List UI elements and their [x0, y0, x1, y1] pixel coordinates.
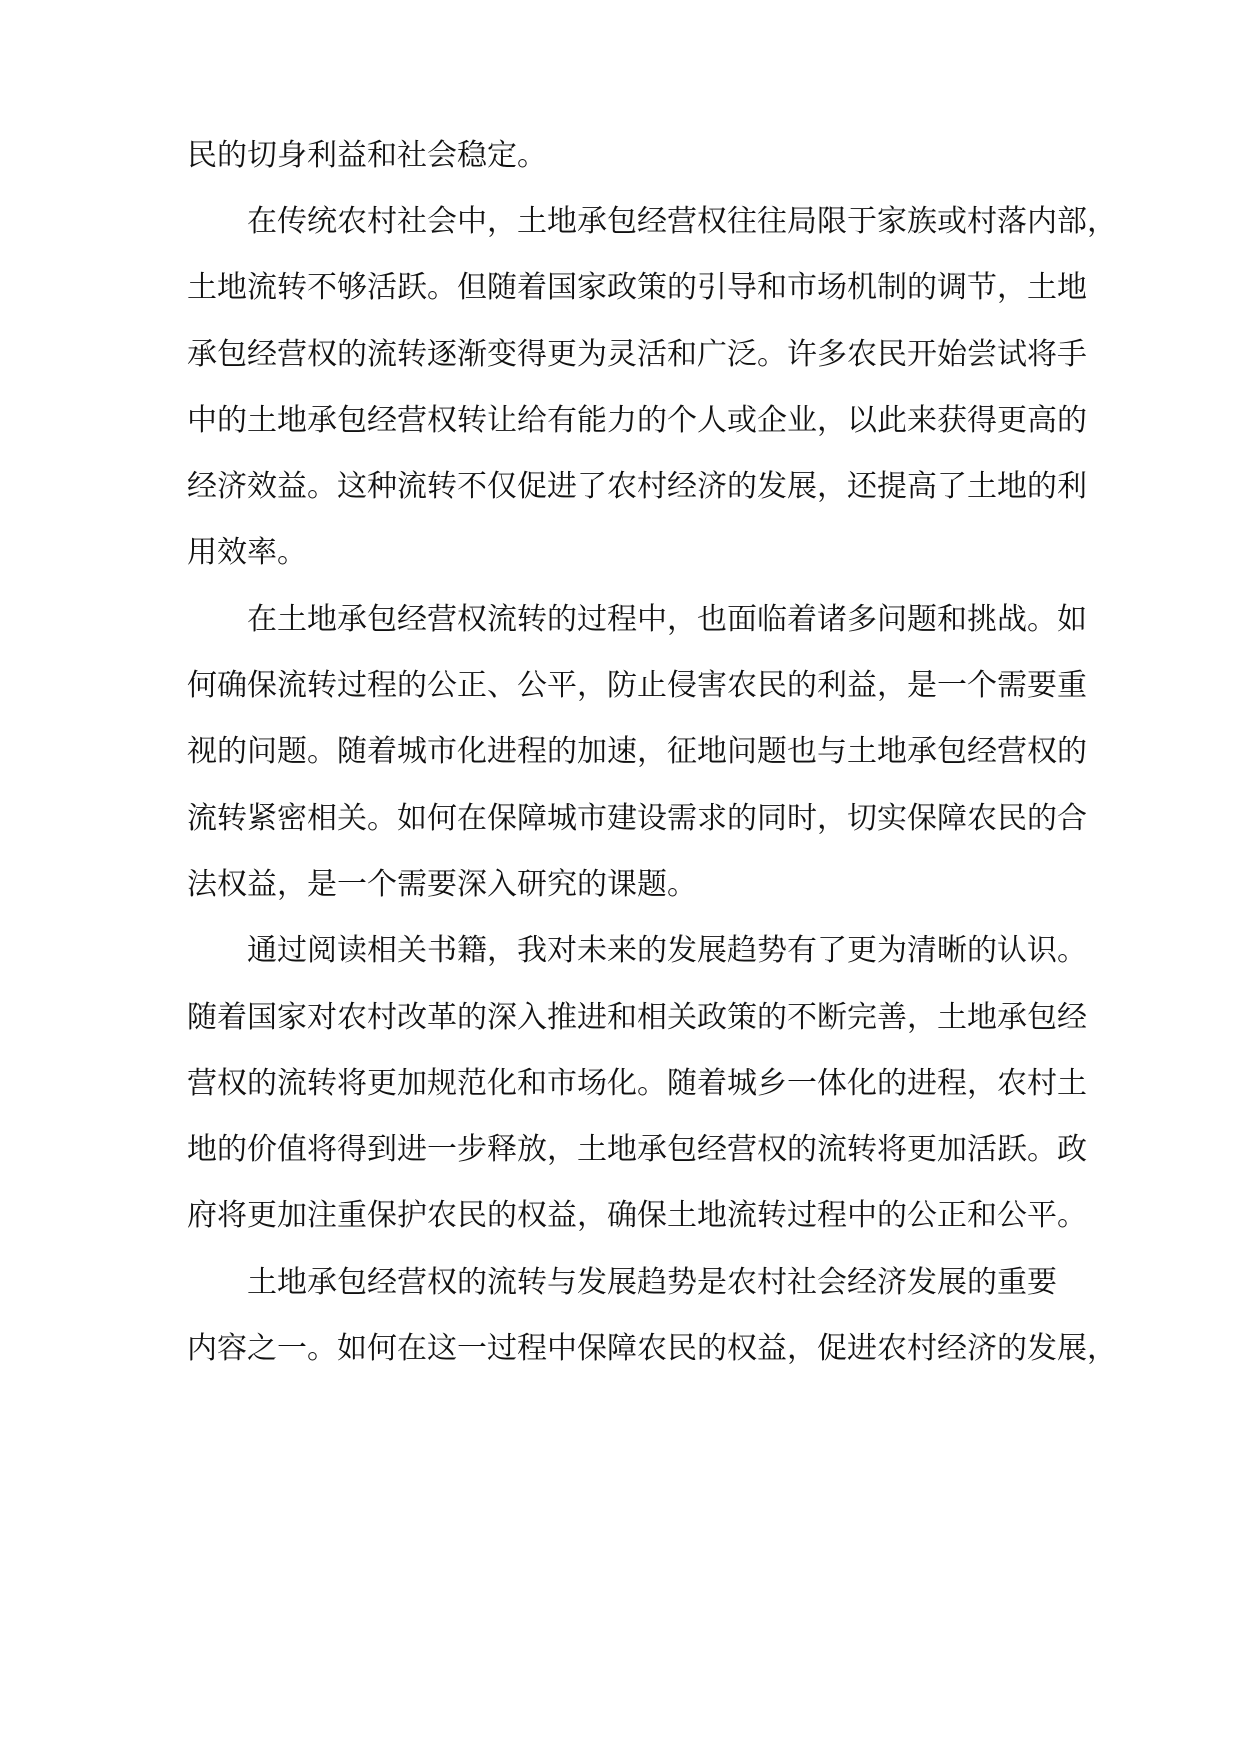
- text-line: 视的问题。随着城市化进程的加速，征地问题也与土地承包经营权的: [187, 734, 1087, 769]
- text-line: 营权的流转将更加规范化和市场化。随着城乡一体化的进程，农村土: [187, 1066, 1087, 1101]
- text-line: 法权益，是一个需要深入研究的课题。: [187, 867, 697, 902]
- text-line: 地的价值将得到进一步释放，土地承包经营权的流转将更加活跃。政: [187, 1132, 1087, 1167]
- text-line: 通过阅读相关书籍，我对未来的发展趋势有了更为清晰的认识。: [247, 933, 1087, 968]
- text-line: 土地流转不够活跃。但随着国家政策的引导和市场机制的调节，土地: [187, 270, 1087, 305]
- text-line: 流转紧密相关。如何在保障城市建设需求的同时，切实保障农民的合: [187, 801, 1087, 836]
- text-line: 经济效益。这种流转不仅促进了农村经济的发展，还提高了土地的利: [187, 469, 1087, 504]
- text-line: 在土地承包经营权流转的过程中，也面临着诸多问题和挑战。如: [247, 602, 1087, 637]
- text-line: 承包经营权的流转逐渐变得更为灵活和广泛。许多农民开始尝试将手: [187, 337, 1087, 372]
- text-line: 内容之一。如何在这一过程中保障农民的权益，促进农村经济的发展，: [187, 1331, 1117, 1366]
- text-line: 中的土地承包经营权转让给有能力的个人或企业，以此来获得更高的: [187, 403, 1087, 438]
- text-line: 民的切身利益和社会稳定。: [187, 138, 547, 173]
- text-line: 随着国家对农村改革的深入推进和相关政策的不断完善，土地承包经: [187, 1000, 1087, 1035]
- text-line: 用效率。: [187, 535, 307, 570]
- text-line: 在传统农村社会中，土地承包经营权往往局限于家族或村落内部，: [247, 204, 1117, 239]
- text-line: 土地承包经营权的流转与发展趋势是农村社会经济发展的重要: [247, 1265, 1057, 1300]
- text-line: 府将更加注重保护农民的权益，确保土地流转过程中的公正和公平。: [187, 1198, 1087, 1233]
- text-line: 何确保流转过程的公正、公平，防止侵害农民的利益，是一个需要重: [187, 668, 1087, 703]
